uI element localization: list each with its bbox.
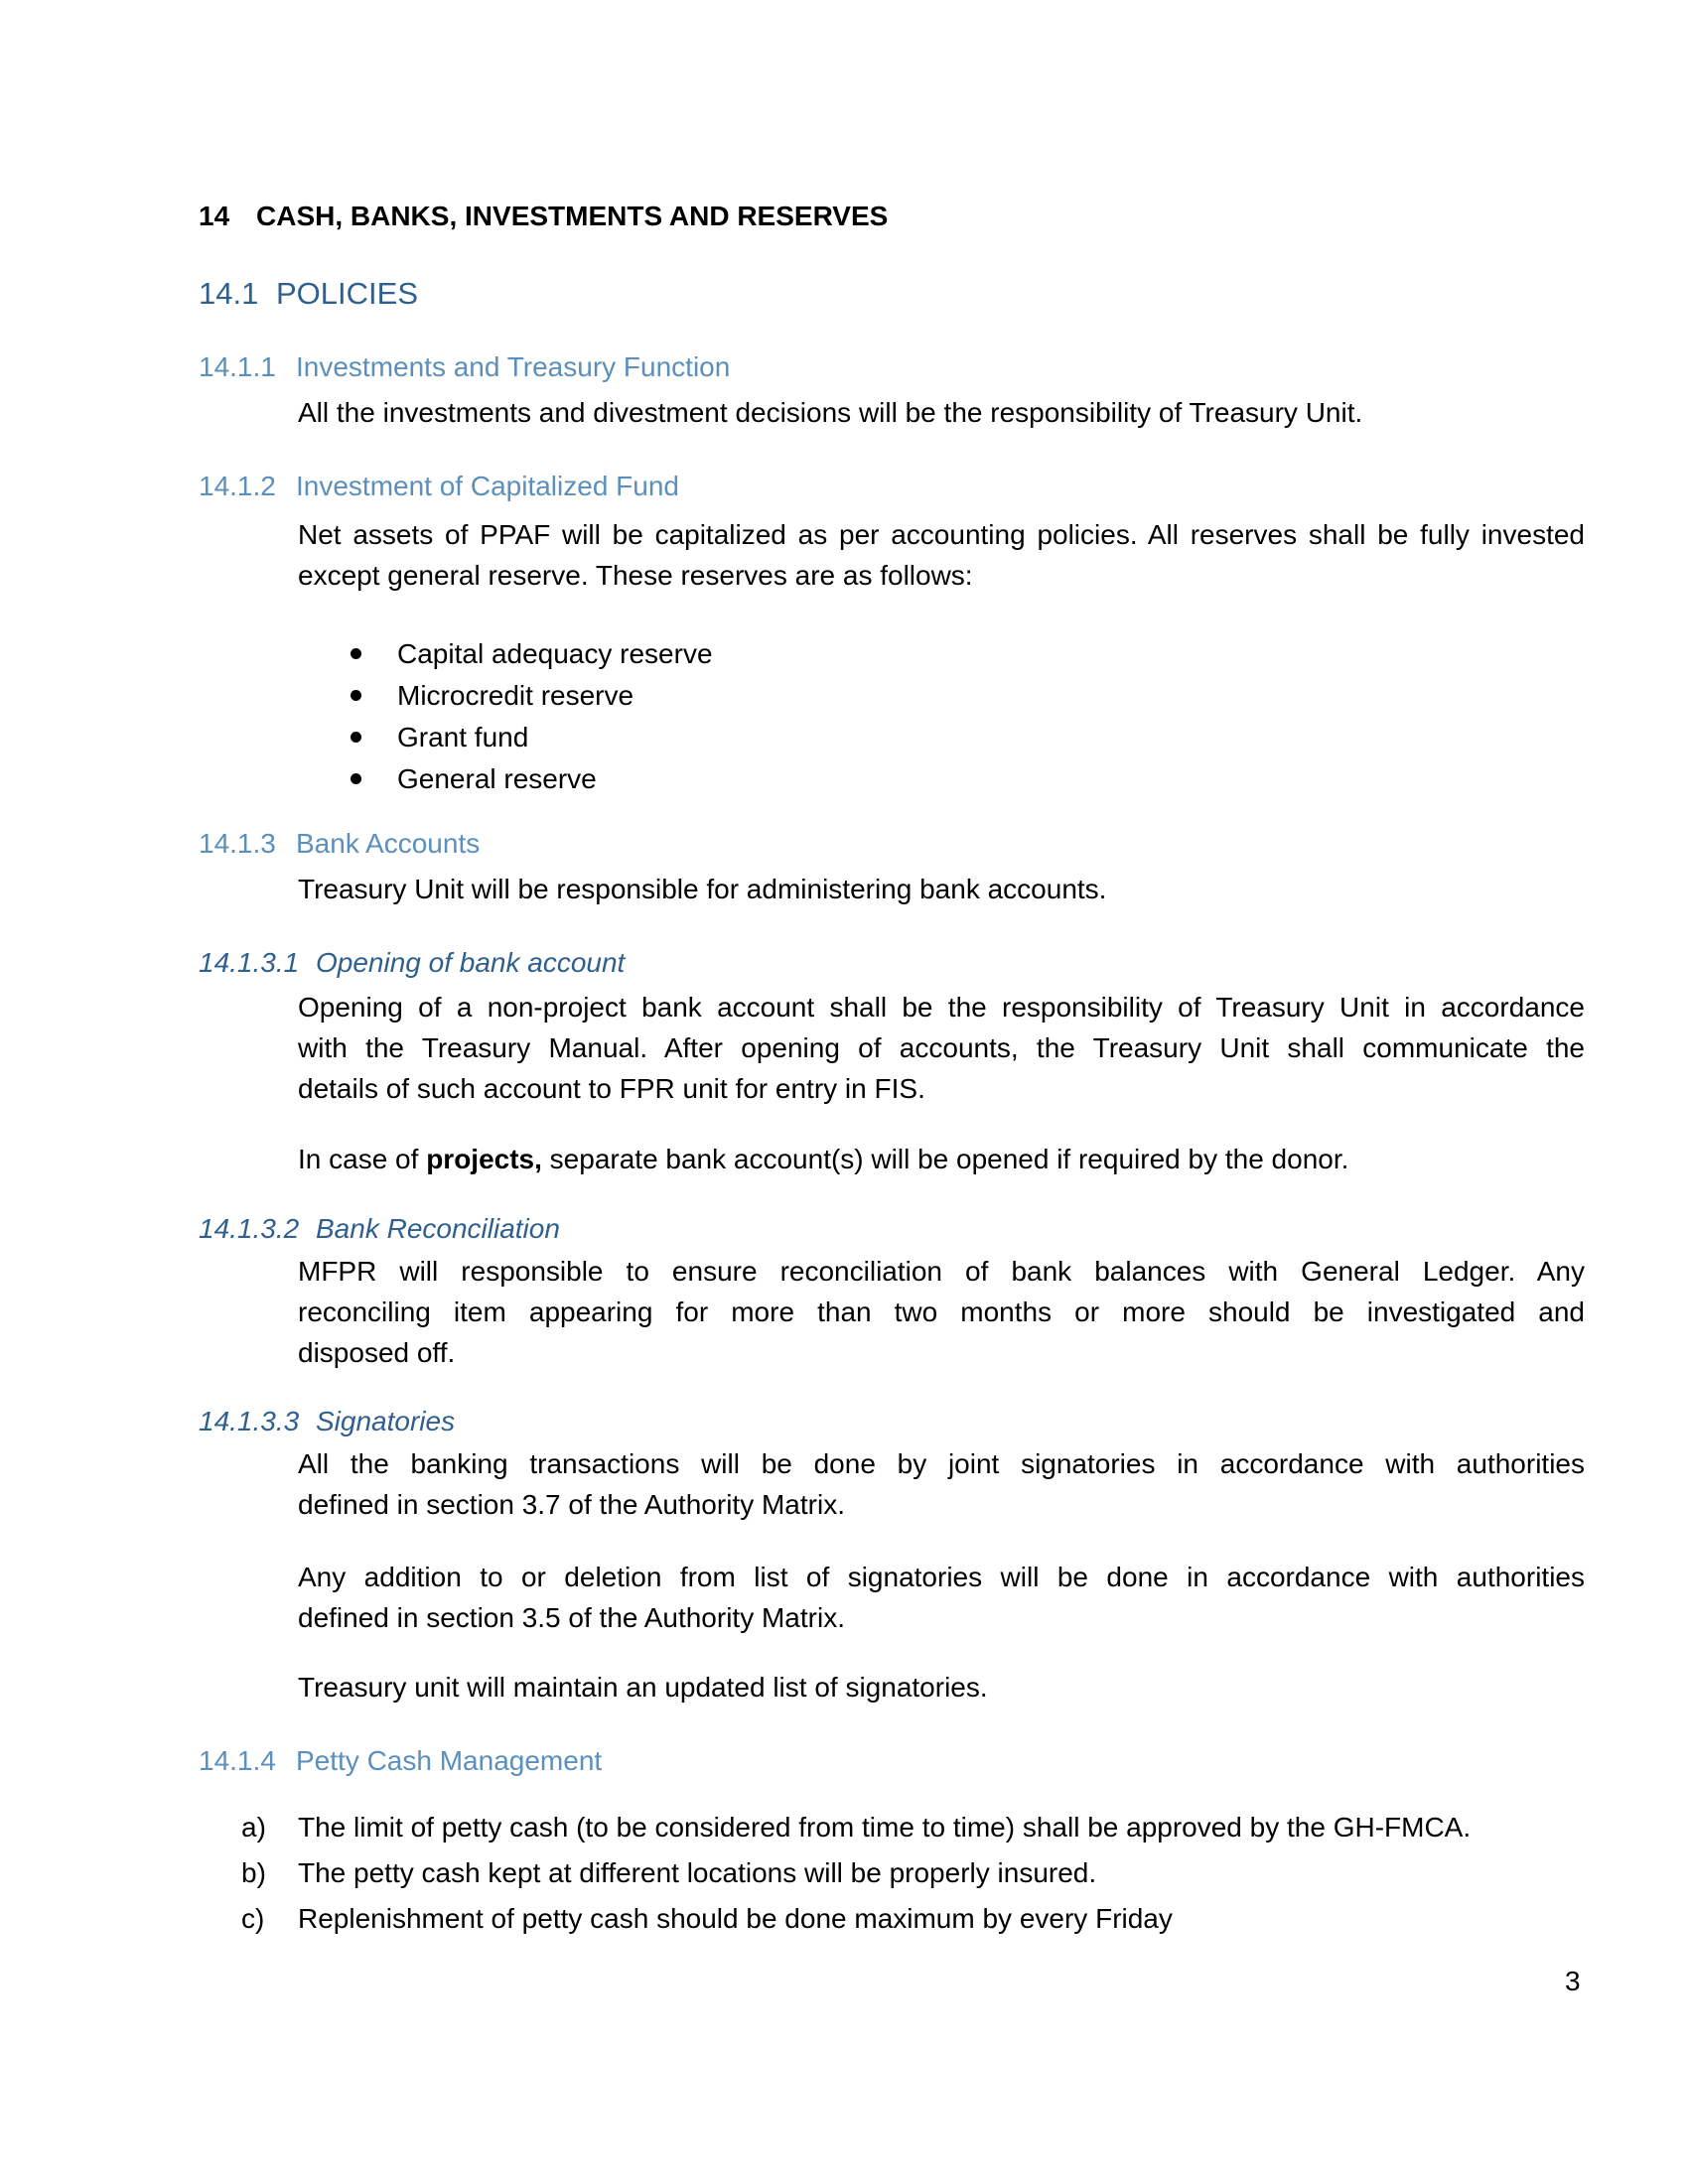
opening-account-line: with the Treasury Manual. After opening of accounts, the Treasury Unit shall communicate the [298,1032,1585,1063]
list-item [241,1896,1471,1942]
opening-account-title: Opening of bank account [316,947,626,978]
capitalized-fund-line: except general reserve. These reserves are as follows: [298,560,973,591]
opening-account-paragraph [298,987,1585,1109]
capitalized-fund-paragraph [298,514,1585,596]
reserve-label: Grant fund [397,722,529,752]
list-item [241,1805,1471,1850]
petty-cash-number: 14.1.4 [199,1745,276,1776]
list-item-text: Replenishment of petty cash should be done maximum by every Friday [298,1903,1173,1934]
bullet-icon [351,732,361,743]
reserve-label: Microcredit reserve [397,680,634,711]
bullet-icon [351,690,361,701]
capitalized-fund-title: Investment of Capitalized Fund [296,471,679,501]
capitalized-fund-heading [199,471,679,502]
page-number: 3 [1565,1966,1581,1996]
policies-title: POLICIES [276,276,418,311]
petty-cash-list [241,1805,1471,1942]
section-number: 14 [199,201,230,231]
opening-account-heading [199,947,625,979]
policies-number: 14.1 [199,276,259,311]
signatories-number: 14.1.3.3 [199,1406,300,1436]
petty-cash-title: Petty Cash Management [296,1745,603,1776]
signatories-line: defined in section 3.7 of the Authority Matrix. [298,1489,845,1520]
section-title: CASH, BANKS, INVESTMENTS AND RESERVES [256,201,889,231]
reconciliation-line: disposed off. [298,1337,456,1368]
investments-treasury-title: Investments and Treasury Function [296,351,731,382]
signatories-paragraph-3: Treasury unit will maintain an updated list of signatories. [298,1672,988,1703]
reserves-list [348,633,713,800]
list-item-text: The limit of petty cash (to be considered from time to time) shall be approved by the GH-FMCA. [298,1812,1472,1843]
investments-treasury-number: 14.1.1 [199,351,276,382]
signatories-line: defined in section 3.5 of the Authority Matrix. [298,1602,845,1633]
section-heading [199,201,888,232]
signatories-title: Signatories [316,1406,456,1436]
bullet-icon [351,648,361,659]
list-item [348,675,713,717]
reconciliation-title: Bank Reconciliation [316,1213,560,1244]
reconciliation-paragraph [298,1251,1585,1373]
list-marker: c) [241,1903,265,1934]
reserve-label: General reserve [397,763,597,794]
projects-prefix: In case of [298,1144,427,1174]
opening-account-line: details of such account to FPR unit for entry in FIS. [298,1073,925,1104]
signatories-line: All the banking transactions will be done by joint signatories in accordance with authorities [298,1448,1585,1479]
opening-account-number: 14.1.3.1 [199,947,300,978]
signatories-heading [199,1406,455,1437]
reconciliation-line: MFPR will responsible to ensure reconciliation of bank balances with General Ledger. Any [298,1256,1585,1287]
investments-treasury-heading [199,351,730,383]
petty-cash-heading [199,1745,602,1777]
investments-treasury-text: All the investments and divestment decisions will be the responsibility of Treasury Unit. [298,397,1363,428]
list-item [348,717,713,758]
bank-accounts-heading [199,828,480,860]
reconciliation-number: 14.1.3.2 [199,1213,300,1244]
signatories-paragraph-2 [298,1557,1585,1638]
list-item-text: The petty cash kept at different locations will be properly insured. [298,1857,1097,1888]
policies-heading [199,276,418,312]
list-item [348,633,713,675]
bank-accounts-title: Bank Accounts [296,828,481,859]
opening-account-line: Opening of a non-project bank account shall be the responsibility of Treasury Unit in accordance [298,992,1585,1023]
reserve-label: Capital adequacy reserve [397,638,713,669]
capitalized-fund-number: 14.1.2 [199,471,276,501]
projects-bold: projects, [426,1144,542,1174]
projects-suffix: separate bank account(s) will be opened if required by the donor. [541,1144,1349,1174]
reconciliation-line: reconciling item appearing for more than two months or more should be investigated and [298,1297,1585,1327]
capitalized-fund-line: Net assets of PPAF will be capitalized as per accounting policies. All reserves shall be fully invested [298,519,1585,550]
bullet-icon [351,773,361,784]
list-marker: a) [241,1812,266,1843]
bank-accounts-text: Treasury Unit will be responsible for administering bank accounts. [298,874,1107,904]
reconciliation-heading [199,1213,560,1245]
list-item [348,758,713,800]
signatories-line: Any addition to or deletion from list of signatories will be done in accordance with authorities [298,1562,1585,1592]
bank-accounts-number: 14.1.3 [199,828,276,859]
signatories-paragraph-1 [298,1443,1585,1525]
list-item [241,1850,1471,1896]
projects-paragraph [298,1144,1348,1175]
list-marker: b) [241,1857,266,1888]
